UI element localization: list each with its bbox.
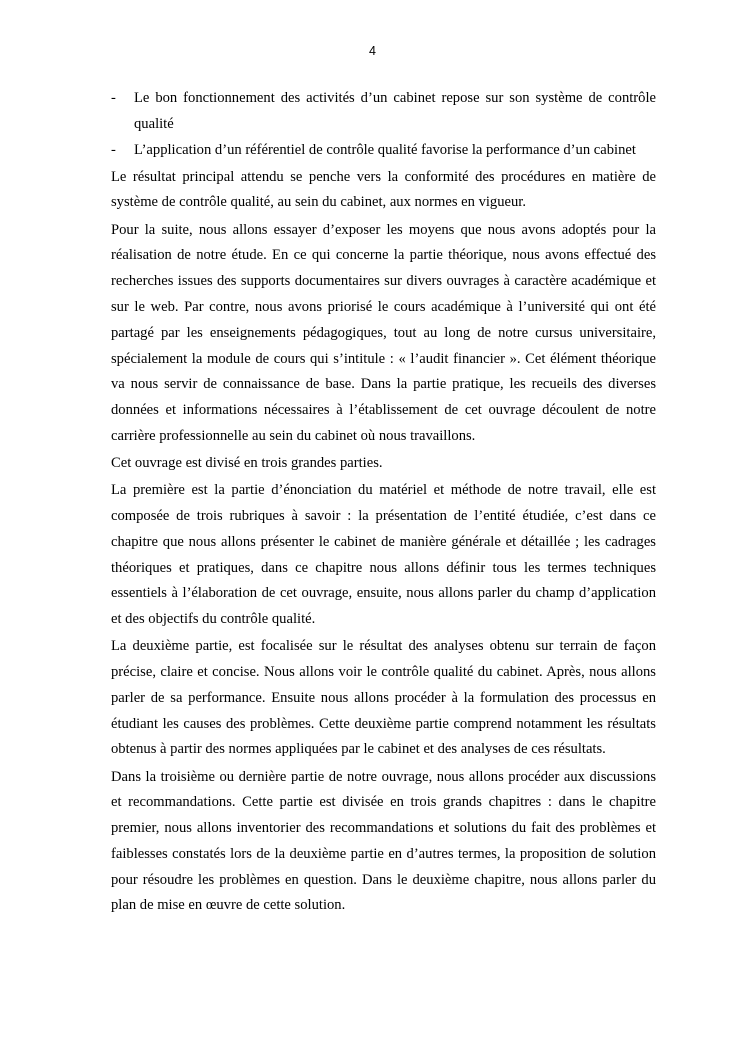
paragraph-part-one: La première est la partie d’énonciation du matériel et méthode de notre travail, elle est composée de trois rubriques à savoir : la présentation de l’entité étudiée, c’est dans ce chapitre que nous allons présenter le cabinet de manière générale et détaillée ; les cadrages théoriques et pratiques, dans ce chapitre nous allons définir tous les termes techniques essentiels à l’élaboration de cet ouvrage, ensuite, nous allons parler du champ d’application et des objectifs du contrôle qualité. (111, 482, 656, 628)
paragraph-structure-intro: Cet ouvrage est divisé en trois grandes parties. (111, 455, 383, 472)
bullet-dash: - (111, 141, 116, 158)
paragraph-methodology: Pour la suite, nous allons essayer d’exposer les moyens que nous avons adoptés pour la réalisation de notre étude. En ce qui concerne la partie théorique, nous avons effectué des recherches issues des supports documentaires sur divers ouvrages à caractère académique et sur le web. Par contre, nous avons priorisé le cours académique à l’université qui ont été partagé par les enseignements pédagogiques, tout au long de notre cursus universitaire, spécialement la module de cours qui s’intitule : « l’audit financier ». Cet élément théorique va nous servir de connaissance de base. Dans la partie pratique, les recueils des diverses données et informations nécessaires à l’établissement de cet ouvrage découlent de notre carrière professionnelle au sein du cabinet où nous travaillons. (111, 221, 656, 444)
bullet-item (111, 138, 656, 164)
paragraph-expected-result: Le résultat principal attendu se penche vers la conformité des procédures en matière de système de contrôle qualité, au sein du cabinet, aux normes en vigueur. (111, 168, 656, 211)
paragraph-part-three: Dans la troisième ou dernière partie de notre ouvrage, nous allons procéder aux discussions et recommandations. Cette partie est divisée en trois grands chapitres : dans le chapitre premier, nous allons inventorier des recommandations et solutions du fait des problèmes et faiblesses constatés lors de la deuxième partie en d’autres termes, la proposition de solution pour résoudre les problèmes en question. Dans le deuxième chapitre, nous allons parler du plan de mise en œuvre de cette solution. (111, 768, 656, 914)
document-body (111, 86, 656, 919)
bullet-item (111, 86, 656, 138)
bullet-dash: - (111, 90, 116, 106)
bullet-text: Le bon fonctionnement des activités d’un cabinet repose sur son système de contrôle qualité (134, 90, 656, 132)
page-number: 4 (369, 44, 376, 58)
paragraph-part-two: La deuxième partie, est focalisée sur le résultat des analyses obtenu sur terrain de façon précise, claire et concise. Nous allons voir le contrôle qualité du cabinet. Après, nous allons parler de sa performance. Ensuite nous allons procéder à la formulation des processus en étudiant les causes des problèmes. Cette deuxième partie comprend notamment les résultats obtenus à partir des normes appliquées par le cabinet et des analyses de ces résultats. (111, 638, 656, 758)
bullet-text: L’application d’un référentiel de contrôle qualité favorise la performance d’un cabinet (134, 141, 636, 158)
